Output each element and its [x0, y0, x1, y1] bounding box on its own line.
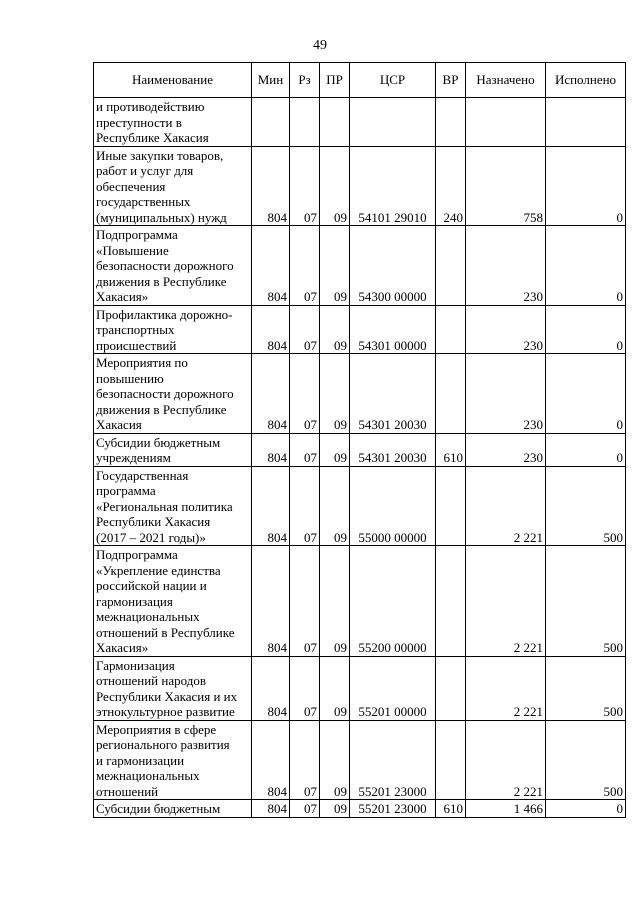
cell-assigned: 2 221: [466, 656, 546, 720]
table-row: [94, 354, 626, 434]
cell-executed: 500: [546, 546, 626, 657]
cell-rz: 07: [290, 720, 320, 800]
cell-pr: 09: [320, 720, 350, 800]
cell-rz: 07: [290, 305, 320, 354]
cell-assigned: 230: [466, 226, 546, 306]
cell-min: 804: [252, 546, 290, 657]
cell-name: Субсидии бюджетным: [94, 800, 252, 818]
cell-name: Иные закупки товаров, работ и услуг для обеспечения государственных (муниципальных) нужд: [94, 146, 252, 226]
header-min: Мин: [252, 63, 290, 98]
cell-csr: 55201 23000: [350, 720, 436, 800]
cell-executed: 500: [546, 466, 626, 546]
cell-rz: 07: [290, 354, 320, 434]
cell-min: 804: [252, 305, 290, 354]
cell-pr: 09: [320, 305, 350, 354]
cell-assigned: 230: [466, 433, 546, 466]
table-body: [94, 98, 626, 818]
cell-csr: 54301 00000: [350, 305, 436, 354]
cell-vr: [436, 226, 466, 306]
cell-executed: [546, 98, 626, 147]
header-executed: Исполнено: [546, 63, 626, 98]
cell-executed: 500: [546, 656, 626, 720]
header-pr: ПР: [320, 63, 350, 98]
cell-name: Государственная программа «Региональная политика Республики Хакасия (2017 – 2021 годы)»: [94, 466, 252, 546]
header-vr: ВР: [436, 63, 466, 98]
cell-min: [252, 98, 290, 147]
cell-min: 804: [252, 146, 290, 226]
cell-vr: [436, 354, 466, 434]
cell-min: 804: [252, 656, 290, 720]
cell-assigned: 230: [466, 354, 546, 434]
cell-rz: 07: [290, 800, 320, 818]
cell-csr: 54300 00000: [350, 226, 436, 306]
table-header-row: [94, 63, 626, 98]
cell-min: 804: [252, 800, 290, 818]
cell-executed: 0: [546, 354, 626, 434]
cell-assigned: 2 221: [466, 546, 546, 657]
cell-rz: 07: [290, 466, 320, 546]
cell-pr: 09: [320, 546, 350, 657]
table-row: [94, 720, 626, 800]
cell-vr: [436, 98, 466, 147]
cell-csr: 55200 00000: [350, 546, 436, 657]
cell-assigned: 1 466: [466, 800, 546, 818]
cell-csr: 55201 23000: [350, 800, 436, 818]
cell-name: и противодействию преступности в Республике Хакасия: [94, 98, 252, 147]
cell-pr: 09: [320, 354, 350, 434]
cell-executed: 0: [546, 800, 626, 818]
table-row: [94, 305, 626, 354]
cell-pr: [320, 98, 350, 147]
cell-rz: 07: [290, 226, 320, 306]
cell-rz: 07: [290, 433, 320, 466]
cell-rz: 07: [290, 146, 320, 226]
cell-rz: [290, 98, 320, 147]
cell-csr: 55000 00000: [350, 466, 436, 546]
cell-vr: [436, 546, 466, 657]
table-row: [94, 656, 626, 720]
cell-name: Профилактика дорожно- транспортных происшествий: [94, 305, 252, 354]
cell-rz: 07: [290, 656, 320, 720]
cell-vr: [436, 720, 466, 800]
cell-min: 804: [252, 433, 290, 466]
cell-executed: 0: [546, 305, 626, 354]
cell-csr: 54301 20030: [350, 354, 436, 434]
cell-min: 804: [252, 466, 290, 546]
cell-vr: 610: [436, 433, 466, 466]
cell-executed: 0: [546, 433, 626, 466]
cell-name: Подпрограмма «Повышение безопасности дорожного движения в Республике Хакасия»: [94, 226, 252, 306]
table-row: [94, 146, 626, 226]
cell-executed: 500: [546, 720, 626, 800]
table-row: [94, 98, 626, 147]
table-row: [94, 466, 626, 546]
cell-vr: [436, 656, 466, 720]
page-number: 49: [313, 38, 327, 53]
cell-min: 804: [252, 720, 290, 800]
header-csr: ЦСР: [350, 63, 436, 98]
cell-assigned: 2 221: [466, 466, 546, 546]
cell-pr: 09: [320, 433, 350, 466]
cell-vr: [436, 305, 466, 354]
table-row: [94, 800, 626, 818]
cell-vr: 240: [436, 146, 466, 226]
table-row: [94, 433, 626, 466]
cell-pr: 09: [320, 226, 350, 306]
cell-csr: 54101 29010: [350, 146, 436, 226]
cell-rz: 07: [290, 546, 320, 657]
header-rz: Рз: [290, 63, 320, 98]
cell-pr: 09: [320, 146, 350, 226]
cell-name: Подпрограмма «Укрепление единства российской нации и гармонизация межнациональных отношений в Республике Хакасия»: [94, 546, 252, 657]
cell-csr: 55201 00000: [350, 656, 436, 720]
cell-assigned: 230: [466, 305, 546, 354]
cell-executed: 0: [546, 226, 626, 306]
cell-name: Гармонизация отношений народов Республики Хакасия и их этнокультурное развитие: [94, 656, 252, 720]
cell-pr: 09: [320, 656, 350, 720]
cell-pr: 09: [320, 800, 350, 818]
cell-pr: 09: [320, 466, 350, 546]
header-assigned: Назначено: [466, 63, 546, 98]
cell-assigned: 2 221: [466, 720, 546, 800]
cell-assigned: [466, 98, 546, 147]
table-row: [94, 546, 626, 657]
header-name: Наименование: [94, 63, 252, 98]
cell-vr: [436, 466, 466, 546]
cell-min: 804: [252, 226, 290, 306]
cell-name: Субсидии бюджетным учреждениям: [94, 433, 252, 466]
cell-assigned: 758: [466, 146, 546, 226]
cell-vr: 610: [436, 800, 466, 818]
cell-min: 804: [252, 354, 290, 434]
cell-name: Мероприятия по повышению безопасности дорожного движения в Республике Хакасия: [94, 354, 252, 434]
cell-name: Мероприятия в сфере регионального развития и гармонизации межнациональных отношений: [94, 720, 252, 800]
budget-table: [93, 62, 626, 818]
cell-csr: [350, 98, 436, 147]
table-row: [94, 226, 626, 306]
cell-executed: 0: [546, 146, 626, 226]
cell-csr: 54301 20030: [350, 433, 436, 466]
